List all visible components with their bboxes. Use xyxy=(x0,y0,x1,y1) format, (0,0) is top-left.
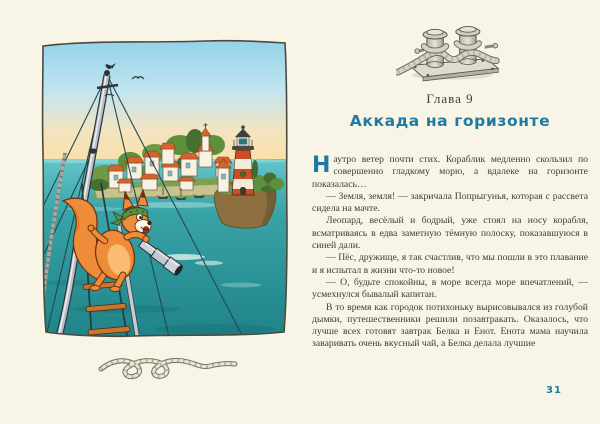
paragraph: Леопард, весёлый и бодрый, уже стоял на носу корабля, всматриваясь в едва заметную тёмную полоску, показавшуюся в синей дали. xyxy=(312,215,588,252)
rope-knot-doodle xyxy=(98,347,238,381)
right-page xyxy=(312,22,588,396)
chapter-label: Глава 9 xyxy=(426,91,474,106)
paragraph: — Пёс, дружище, я так счастлив, что мы пошли в это плавание и я испытал в жизни что-то новое! xyxy=(312,252,588,276)
left-page-illustration xyxy=(35,33,293,343)
chapter-text xyxy=(312,154,588,351)
rope-knot-illustration xyxy=(98,347,238,381)
mooring-bollard-illustration xyxy=(396,22,504,82)
paragraph xyxy=(312,154,588,191)
paragraph: — О, будьте спокойны, в море всегда море впечатлений, — усмехнулся бывалый капитан. xyxy=(312,276,588,301)
seaside-watercolor-illustration xyxy=(35,33,293,343)
page-number: 31 xyxy=(546,385,562,396)
paragraph: В то время как городок потихоньку вырисовывался из голубой дымки, путешественники решили позавтракать. Оказалось, что лучше всех готовят завтрак Белка и Енот. Енота мама научила заваривать очень вкусный чай, а Белка делала лучшие xyxy=(312,301,588,350)
drop-cap: Н xyxy=(312,153,331,178)
chapter-vignette xyxy=(312,22,588,84)
chapter-title: Аккада на горизонте xyxy=(349,112,551,130)
paragraph-text: аутро ветер почти стих. Кораблик медленно скользил по совершенно гладкому морю, а вдалеке на горизонте показалась… xyxy=(312,154,588,190)
paragraph: — Земля, земля! — закричала Попрыгунья, которая с рассвета сидела на мачте. xyxy=(312,190,588,215)
